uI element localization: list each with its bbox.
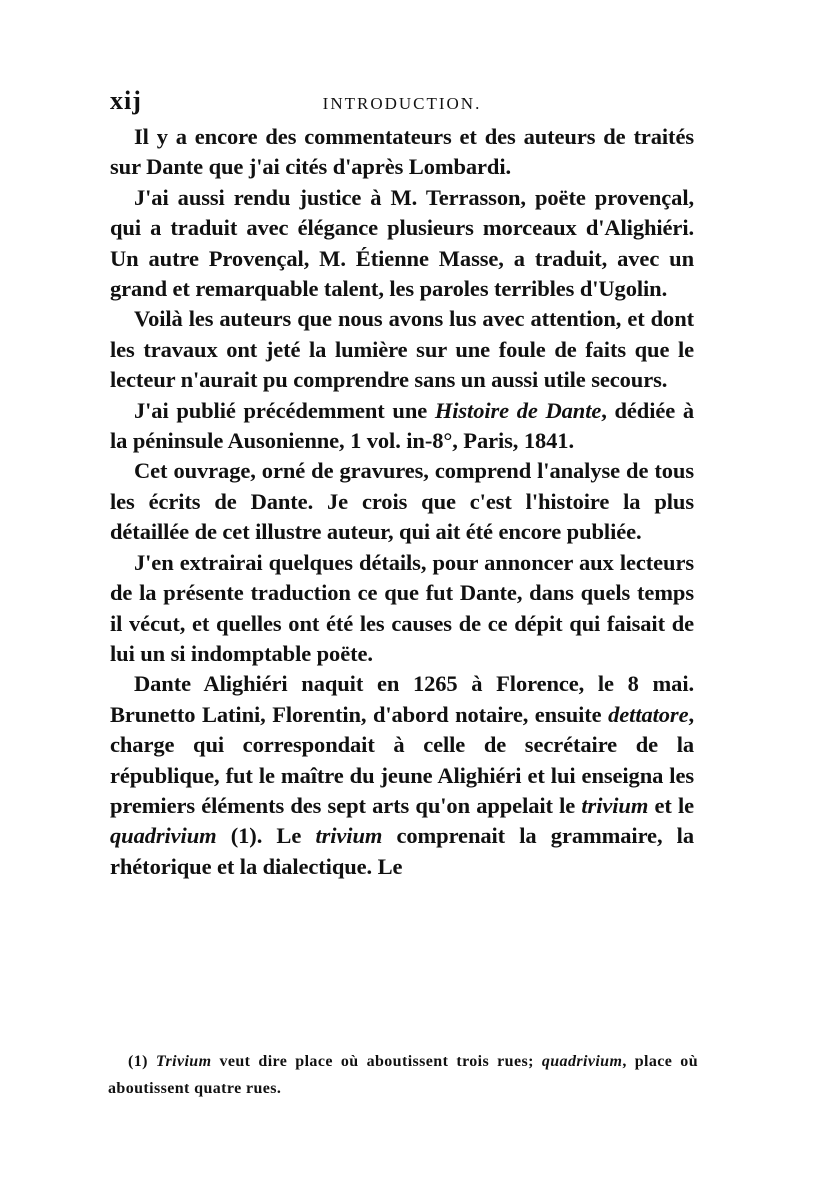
paragraph-4-text-b: , dédiée à la péninsule Ausonienne, 1 vol. in-8°, Paris, 1841. (110, 397, 694, 454)
footnote-term-trivium: Trivium (155, 1053, 212, 1070)
footnote-1 (108, 1048, 698, 1102)
term-quadrivium: quadrivium (110, 823, 217, 849)
paragraph-4 (110, 396, 694, 457)
paragraph-7-text-b: , charge qui correspondait à celle de secrétaire de la république, fut le maître du jeune Alighiéri et lui enseigna les premiers éléments des sept arts qu'on appelait le (110, 701, 694, 818)
term-dettatore: dettatore (608, 701, 689, 727)
running-title: INTRODUCTION. (322, 94, 482, 113)
footnote-term-quadrivium: quadrivium (541, 1053, 623, 1070)
term-trivium-2: trivium (315, 823, 383, 849)
paragraph-3: Voilà les auteurs que nous avons lus avec attention, et dont les travaux ont jeté la lumière sur une foule de faits que le lecteur n'aurait pu comprendre sans un aussi utile secours. (110, 306, 694, 393)
footnote-text-b: , place où aboutissent quatre rues. (108, 1053, 698, 1097)
paragraph-7-text-a: Dante Alighiéri naquit en 1265 à Florence, le 8 mai. Brunetto Latini, Florentin, d'abord notaire, ensuite (110, 671, 694, 727)
paragraph-4-text-a: J'ai publié précédemment une (134, 397, 435, 423)
page-header (110, 86, 694, 120)
footnote-reference: (1). Le (216, 823, 316, 849)
term-trivium: trivium (581, 792, 649, 818)
book-title-histoire-de-dante: Histoire de Dante (434, 397, 602, 423)
paragraph-7 (110, 669, 694, 882)
footnote-marker: (1) (128, 1053, 156, 1070)
body-text (110, 122, 694, 882)
paragraph-6: J'en extrairai quelques détails, pour annoncer aux lecteurs de la présente traduction ce que fut Dante, dans quels temps il vécut, et quelles ont été les causes de ce dépit qui faisait de lui un si indomptable poëte. (110, 549, 694, 666)
paragraph-5: Cet ouvrage, orné de gravures, comprend l'analyse de tous les écrits de Dante. Je crois que c'est l'histoire la plus détaillée de cet illustre auteur, qui ait été encore publiée. (110, 458, 694, 545)
footnote-text-a: veut dire place où aboutissent trois rues; (211, 1053, 542, 1070)
footnote (108, 1048, 698, 1102)
paragraph-2: J'ai aussi rendu justice à M. Terrasson, poëte provençal, qui a traduit avec élégance plusieurs morceaux d'Alighiéri. Un autre Provençal, M. Étienne Masse, a traduit, avec un grand et remarquable talent, les paroles terribles d'Ugolin. (110, 184, 694, 302)
page-number: xij (110, 86, 142, 115)
paragraph-1: Il y a encore des commentateurs et des auteurs de traités sur Dante que j'ai cités d'après Lombardi. (110, 124, 694, 180)
paragraph-7-text-c: et le (648, 792, 694, 818)
paragraph-7-text-d: comprenait la grammaire, la rhétorique et la dialectique. Le (110, 823, 694, 879)
